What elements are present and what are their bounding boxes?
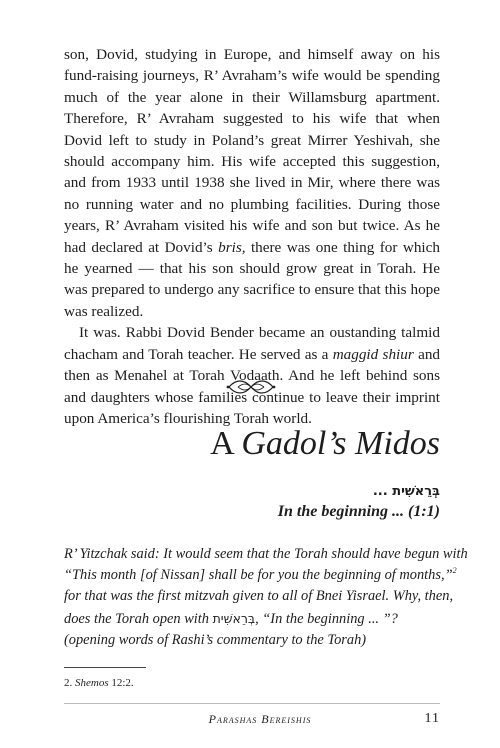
rashi-line-5: (opening words of Rashi’s commentary to the Torah) — [64, 631, 367, 648]
footnote-divider — [64, 667, 146, 668]
footnote-source: Shemos — [75, 677, 109, 689]
rashi-quote — [64, 544, 468, 651]
rashi-line-1: R’ Yitzchak said: It would seem that the Torah should have begun with — [64, 546, 468, 562]
paragraph-text: and then as Menahel at Torah Vodaath. And he left behind sons and daughters whose families continue to leave their imprint upon America’s flourishing Torah world. — [64, 345, 441, 427]
hebrew-word: בְּרֵאשִׁית — [212, 610, 256, 626]
decorative-flourish-icon — [226, 376, 276, 398]
rashi-line-2 — [64, 565, 457, 586]
emphasis-bris: bris, — [218, 238, 246, 256]
rashi-line-4-post: , “In the beginning ... ”? — [255, 610, 398, 627]
verse-translation: In the beginning ... (1:1) — [277, 503, 440, 520]
running-head: Parashas Bereishis — [208, 712, 312, 726]
emphasis-maggid-shiur: maggid shiur — [332, 345, 414, 363]
footnote-ref: 12:2. — [108, 677, 134, 689]
section-title — [64, 424, 440, 464]
rashi-line-2-text: “This month [of Nissan] shall be for you the beginning of months,” — [64, 567, 453, 584]
footnote — [64, 677, 134, 689]
rashi-line-3: for that was the first mitzvah given to all of Bnei Yisrael. Why, then, — [64, 588, 454, 605]
title-prefix: A — [210, 425, 242, 462]
rashi-line-4 — [64, 608, 440, 630]
footnote-marker[interactable]: 2 — [452, 566, 457, 576]
title-italic: Gadol’s Midos — [241, 425, 440, 462]
footnote-number: 2. — [64, 677, 75, 689]
rashi-line-4-pre: does the Torah open with — [64, 610, 213, 627]
paragraph-text: It was. Rabbi Dovid Bender became an oustanding talmid chacham and Torah teacher. He served as a — [64, 324, 440, 363]
paragraph-text: son, Dovid, studying in Europe, and himself away on his fund-raising journeys, R’ Avraham’s wife would be spending much of the year alone in their Willamsburg apartment. Therefore, R’ Avraham suggested to his wife that when Dovid left to study in Poland’s great Mirrer Yeshivah, she should accompany him. His wife accepted this suggestion, and from 1933 until 1938 she lived in Mir, where there was no running water and no plumbing facilities. During those years, R’ Avraham visited his wife and son but twice. As he had declared at Dovid’s — [64, 46, 440, 256]
hebrew-verse-heading: בְּרֵאשִׁית ... — [372, 484, 440, 499]
paragraph-1 — [64, 44, 440, 322]
footer-divider — [64, 703, 440, 704]
page-number: 11 — [424, 711, 440, 726]
body-text — [64, 44, 440, 429]
paragraph-text: there was one thing for which he yearned — that his son should grow great in Torah. He was prepared to undergo any sacrifice to ensure that this hope was realized. — [64, 238, 440, 320]
